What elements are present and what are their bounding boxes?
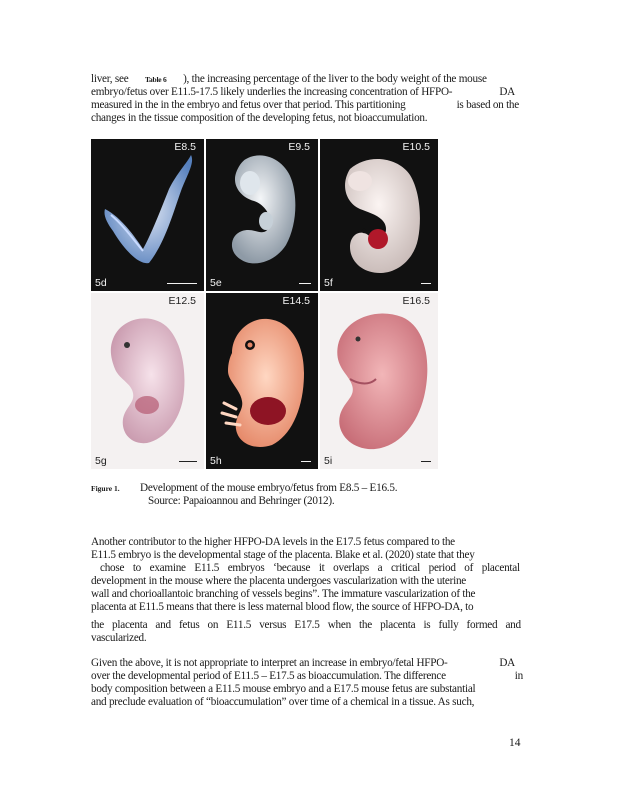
- panel-label: 5f: [324, 277, 333, 289]
- text: over the developmental period of E11.5 – E17.5 as bioaccumulation. The difference: [91, 670, 446, 682]
- word: chose: [100, 562, 125, 574]
- text: embryo/fetus over E11.5-17.5 likely underlies the increasing concentration of HFPO-: [91, 86, 453, 98]
- stage-label: E16.5: [402, 295, 430, 307]
- figure-panel-e9-5: [206, 139, 318, 291]
- p2-line-5: wall and chorioallantoic branching of vessels begins”. The immature vascularization of the: [91, 588, 476, 600]
- text: liver, see: [91, 73, 129, 85]
- p2-line-1: Another contributor to the higher HFPO-DA levels in the E17.5 fetus compared to the: [91, 536, 455, 548]
- scale-bar: [167, 283, 197, 285]
- text: in: [514, 670, 523, 682]
- scale-bar: [301, 461, 311, 463]
- p2-line-7: [91, 619, 521, 632]
- text: ), the increasing percentage of the liver to the body weight of the mouse: [183, 73, 487, 85]
- page-number: 14: [509, 737, 521, 749]
- scale-bar: [421, 461, 431, 463]
- word: formed: [466, 619, 498, 631]
- figure-panel-e14-5: [206, 293, 318, 469]
- figure-panel-e12-5: [91, 293, 204, 469]
- panel-label: 5e: [210, 277, 222, 289]
- text: DA: [499, 86, 515, 98]
- p2-line-6: placenta at E11.5 means that there is less maternal blood flow, the source of HFPO-DA, to: [91, 601, 474, 613]
- stage-label: E8.5: [174, 141, 196, 153]
- figure-panel-e8-5: [91, 139, 204, 291]
- stage-label: E9.5: [288, 141, 310, 153]
- word: critical: [390, 562, 421, 574]
- figure-panel-e16-5: [320, 293, 438, 469]
- word: period: [428, 562, 456, 574]
- embryo-figure: [91, 139, 438, 469]
- panel-label: 5h: [210, 455, 222, 467]
- figure-panel-e10-5: [320, 139, 438, 291]
- word: to: [132, 562, 142, 574]
- word: and: [505, 619, 521, 631]
- word: fully: [438, 619, 459, 631]
- stage-label: E12.5: [168, 295, 196, 307]
- word: and: [155, 619, 171, 631]
- embryo-e16-5-image: [320, 293, 438, 469]
- word: placental: [481, 562, 520, 574]
- word: when: [327, 619, 351, 631]
- word: examine: [149, 562, 186, 574]
- scale-bar: [299, 283, 311, 285]
- word: is: [423, 619, 431, 631]
- word: E11.5: [226, 619, 252, 631]
- text: is based on the: [456, 99, 519, 111]
- word: versus: [259, 619, 287, 631]
- p1-line-3: [91, 99, 519, 112]
- table-6-reference[interactable]: Table 6: [144, 75, 167, 84]
- p2-line-8: vascularized.: [91, 632, 147, 644]
- p3-line-4: and preclude evaluation of “bioaccumulation” over time of a chemical in a tissue. As such,: [91, 696, 475, 708]
- word: fetus: [178, 619, 200, 631]
- stage-label: E14.5: [282, 295, 310, 307]
- word: overlaps: [333, 562, 370, 574]
- p3-line-1: [91, 657, 515, 670]
- word: E17.5: [294, 619, 320, 631]
- scale-bar: [421, 283, 431, 285]
- p2-line-4: development in the mouse where the placenta undergoes vascularization with the uterine: [91, 575, 467, 587]
- panel-label: 5i: [324, 455, 333, 467]
- word: ‘because: [273, 562, 311, 574]
- stage-label: E10.5: [402, 141, 430, 153]
- word: the: [359, 619, 372, 631]
- word: on: [207, 619, 219, 631]
- p3-line-3: body composition between a E11.5 mouse embryo and a E17.5 mouse fetus are substantial: [91, 683, 476, 695]
- word: embryos: [227, 562, 265, 574]
- scale-bar: [179, 461, 197, 463]
- embryo-e12-5-image: [91, 293, 204, 469]
- p3-line-2: [91, 670, 523, 683]
- text: Given the above, it is not appropriate to interpret an increase in embryo/fetal HFPO-: [91, 657, 448, 669]
- embryo-e8-5-image: [91, 139, 204, 291]
- p1-line-1: [91, 73, 523, 86]
- text: measured in the in the embryo and fetus over that period. This partitioning: [91, 99, 406, 111]
- figure-caption-title: Figure 1.: [91, 484, 120, 493]
- word: of: [464, 562, 474, 574]
- panel-label: 5d: [95, 277, 107, 289]
- word: placenta: [112, 619, 148, 631]
- figure-caption-text: Development of the mouse embryo/fetus from E8.5 – E16.5.: [140, 482, 398, 494]
- text: DA: [499, 657, 515, 669]
- p1-line-2: [91, 86, 519, 99]
- word: it: [318, 562, 325, 574]
- word: E11.5: [194, 562, 220, 574]
- embryo-e9-5-image: [206, 139, 318, 291]
- embryo-e10-5-image: [320, 139, 438, 291]
- p1-line-4: changes in the tissue composition of the developing fetus, not bioaccumulation.: [91, 112, 428, 124]
- word: the: [91, 619, 104, 631]
- embryo-e14-5-image: [206, 293, 318, 469]
- word: a: [377, 562, 383, 574]
- p2-line-2: E11.5 embryo is the developmental stage of the placenta. Blake et al. (2020) state that they: [91, 549, 475, 561]
- word: placenta: [380, 619, 416, 631]
- figure-caption-source: Source: Papaioannou and Behringer (2012).: [148, 495, 335, 507]
- panel-label: 5g: [95, 455, 107, 467]
- p2-line-3: [100, 562, 520, 575]
